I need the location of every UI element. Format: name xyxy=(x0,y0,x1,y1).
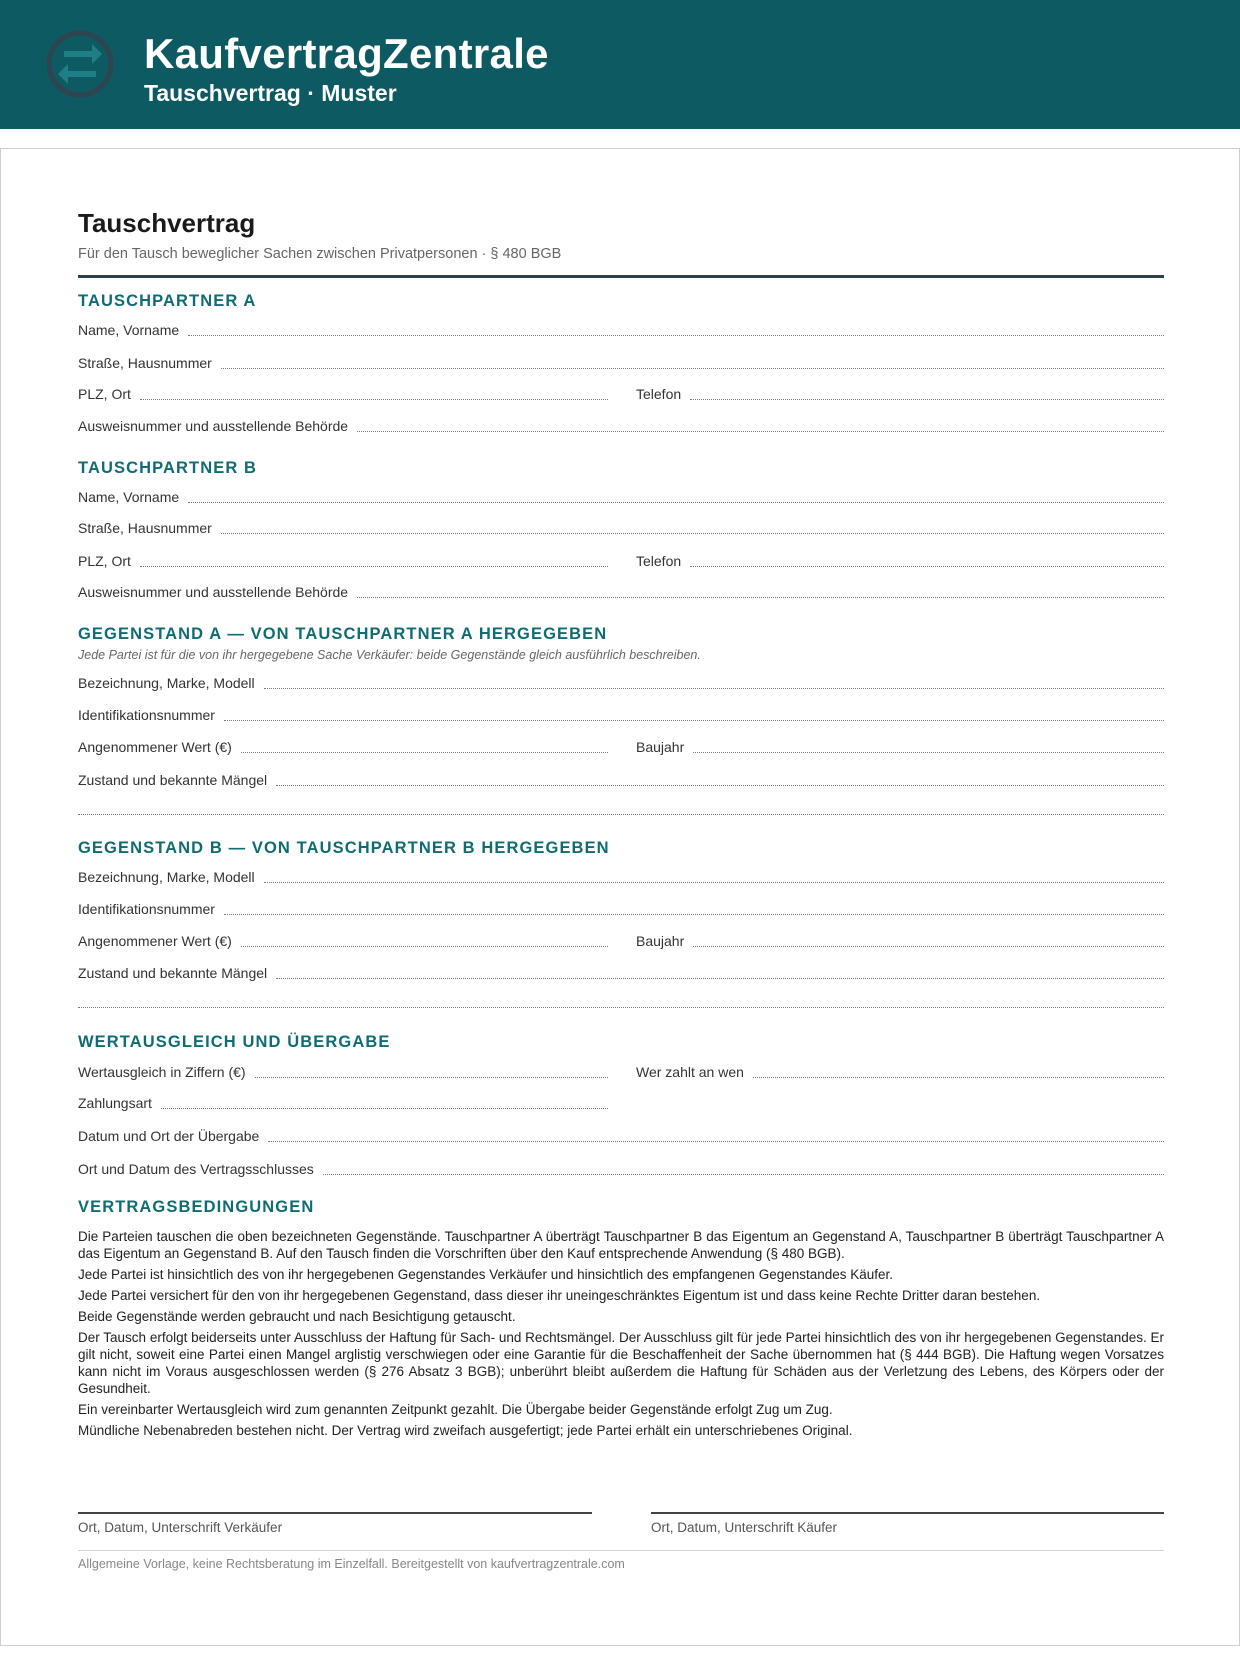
fill-line xyxy=(188,501,1164,503)
field-label: Bezeichnung, Marke, Modell xyxy=(78,869,255,885)
fill-line xyxy=(264,687,1164,689)
party-b-name-field[interactable] xyxy=(78,486,1164,506)
field-label: Straße, Hausnummer xyxy=(78,520,212,536)
field-label: Identifikationsnummer xyxy=(78,707,215,723)
fill-line xyxy=(690,398,1164,400)
compensation-payer-field[interactable] xyxy=(636,1061,1164,1081)
fill-line xyxy=(357,430,1164,432)
item-b-ident-field[interactable] xyxy=(78,898,1164,918)
item-b-value-field[interactable] xyxy=(78,930,608,950)
field-label: Zustand und bekannte Mängel xyxy=(78,772,268,788)
fill-line xyxy=(264,881,1164,883)
item-a-value-field[interactable] xyxy=(78,736,608,756)
field-label: Name, Vorname xyxy=(78,489,180,505)
section-heading-item-a: GEGENSTAND A — VON TAUSCHPARTNER A HERGEGEBEN xyxy=(78,625,608,643)
item-b-designation-field[interactable] xyxy=(78,866,1164,886)
section-heading-party-b: TAUSCHPARTNER B xyxy=(78,459,258,477)
section-heading-terms: VERTRAGSBEDINGUNGEN xyxy=(78,1198,315,1216)
terms-paragraph: Jede Partei versichert für den von ihr hergegebenen Gegenstand, dass dieser ihr uneingeschränktes Eigentum ist und dass keine Rechte Dritter daran bestehen. xyxy=(78,1288,1041,1303)
fill-line xyxy=(161,1107,608,1109)
conclusion-field[interactable] xyxy=(78,1158,1164,1178)
seller-signature-line[interactable] xyxy=(78,1512,592,1514)
terms-paragraph: Ein vereinbarter Wertausgleich wird zum genannten Zeitpunkt gezahlt. Die Übergabe beider Gegenstände erfolgt Zug um Zug. xyxy=(78,1402,833,1417)
party-a-id-field[interactable] xyxy=(78,415,1164,435)
party-b-street-field[interactable] xyxy=(78,517,1164,537)
field-label: Zustand und bekannte Mängel xyxy=(78,965,268,981)
item-b-condition-field[interactable] xyxy=(78,962,1164,982)
fill-line xyxy=(268,1140,1164,1142)
seller-signature-label: Ort, Datum, Unterschrift Verkäufer xyxy=(78,1520,283,1535)
field-label: Identifikationsnummer xyxy=(78,901,215,917)
payment-method-field[interactable] xyxy=(78,1092,608,1112)
terms-paragraph: Beide Gegenstände werden gebraucht und nach Besichtigung getauscht. xyxy=(78,1309,516,1324)
footer-divider xyxy=(78,1550,1164,1551)
fill-line xyxy=(188,334,1164,336)
party-a-street-field[interactable] xyxy=(78,352,1164,372)
title-divider xyxy=(78,275,1164,278)
field-label: Baujahr xyxy=(636,739,685,755)
party-b-phone-field[interactable] xyxy=(636,550,1164,570)
document-subtitle: Für den Tausch beweglicher Sachen zwischen Privatpersonen · § 480 BGB xyxy=(78,246,562,262)
field-label: Angenommener Wert (€) xyxy=(78,933,232,949)
fill-line xyxy=(224,913,1164,915)
party-a-name-field[interactable] xyxy=(78,319,1164,339)
field-label: Telefon xyxy=(636,386,682,402)
fill-line xyxy=(690,565,1164,567)
party-a-phone-field[interactable] xyxy=(636,383,1164,403)
field-label: Ausweisnummer und ausstellende Behörde xyxy=(78,418,349,434)
terms-body xyxy=(78,1228,1164,1443)
item-note: Jede Partei ist für die von ihr hergegebene Sache Verkäufer: beide Gegenstände gleich ausführlich beschreiben. xyxy=(78,648,701,662)
fill-line xyxy=(753,1076,1164,1078)
terms-paragraph: Mündliche Nebenabreden bestehen nicht. Der Vertrag wird zweifach ausgefertigt; jede Partei erhält ein unterschriebenes Original. xyxy=(78,1423,853,1438)
field-label: Ort und Datum des Vertragsschlusses xyxy=(78,1161,314,1177)
document-title: Tauschvertrag xyxy=(78,208,256,238)
fill-line xyxy=(693,751,1164,753)
item-a-condition-extra-line[interactable] xyxy=(78,814,1164,815)
brand-subtitle: Tauschvertrag · Muster xyxy=(144,80,397,106)
fill-line xyxy=(693,945,1164,947)
field-label: Name, Vorname xyxy=(78,322,180,338)
fill-line xyxy=(224,719,1164,721)
fill-line xyxy=(221,532,1164,534)
section-heading-compensation: WERTAUSGLEICH UND ÜBERGABE xyxy=(78,1033,391,1051)
fill-line xyxy=(255,1076,608,1078)
brand-name: KaufvertragZentrale xyxy=(144,30,549,77)
fill-line xyxy=(140,398,608,400)
item-a-year-field[interactable] xyxy=(636,736,1164,756)
party-b-city-field[interactable] xyxy=(78,550,608,570)
field-label: Straße, Hausnummer xyxy=(78,355,212,371)
buyer-signature-label: Ort, Datum, Unterschrift Käufer xyxy=(651,1520,838,1535)
handover-field[interactable] xyxy=(78,1125,1164,1145)
fill-line xyxy=(276,977,1164,979)
buyer-signature-line[interactable] xyxy=(651,1512,1164,1514)
fill-line xyxy=(241,945,608,947)
terms-paragraph: Die Parteien tauschen die oben bezeichneten Gegenstände. Tauschpartner A überträgt Tauschpartner B das Eigentum an Gegenstand A, Tauschpartner B überträgt Tauschpartner A das Eigentum an Gegenstand B. Auf den Tausch finden die Vorschriften über den Kauf entsprechende Anwendung (§ 480 BGB). xyxy=(78,1229,1164,1261)
fill-line xyxy=(323,1173,1164,1175)
field-label: Angenommener Wert (€) xyxy=(78,739,232,755)
item-b-condition-extra-line[interactable] xyxy=(78,1007,1164,1008)
field-label: Telefon xyxy=(636,553,682,569)
item-a-ident-field[interactable] xyxy=(78,704,1164,724)
site-header xyxy=(0,0,1240,129)
fill-line xyxy=(140,565,608,567)
item-a-condition-field[interactable] xyxy=(78,769,1164,789)
terms-paragraph: Der Tausch erfolgt beiderseits unter Ausschluss der Haftung für Sach- und Rechtsmängel. Der Ausschluss gilt für jede Partei hinsichtlich des von ihr hergegebenen Gegenstandes. Er gilt nicht, soweit eine Partei einen Mangel arglistig verschwiegen oder eine Garantie für die Beschaffenheit der Sache übernommen hat (§ 444 BGB). Die Haftung wegen Vorsatzes kann nicht im Voraus ausgeschlossen werden (§ 276 Absatz 3 BGB); unberührt bleibt außerdem die Haftung für Schäden aus der Verletzung des Lebens, des Körpers oder der Gesundheit. xyxy=(78,1330,1164,1396)
item-b-year-field[interactable] xyxy=(636,930,1164,950)
fill-line xyxy=(357,596,1164,598)
field-label: Baujahr xyxy=(636,933,685,949)
field-label: Datum und Ort der Übergabe xyxy=(78,1128,260,1144)
field-label: Ausweisnummer und ausstellende Behörde xyxy=(78,584,349,600)
party-b-id-field[interactable] xyxy=(78,581,1164,601)
compensation-amount-field[interactable] xyxy=(78,1061,608,1081)
field-label: Wer zahlt an wen xyxy=(636,1064,744,1080)
field-label: Zahlungsart xyxy=(78,1095,152,1111)
fill-line xyxy=(221,367,1164,369)
section-heading-item-b: GEGENSTAND B — VON TAUSCHPARTNER B HERGEGEBEN xyxy=(78,839,610,857)
footer-note: Allgemeine Vorlage, keine Rechtsberatung im Einzelfall. Bereitgestellt von kaufvertragzentrale.com xyxy=(78,1557,625,1571)
fill-line xyxy=(241,751,608,753)
field-label: PLZ, Ort xyxy=(78,553,131,569)
field-label: PLZ, Ort xyxy=(78,386,131,402)
party-a-city-field[interactable] xyxy=(78,383,608,403)
section-heading-party-a: TAUSCHPARTNER A xyxy=(78,292,257,310)
field-label: Bezeichnung, Marke, Modell xyxy=(78,675,255,691)
fill-line xyxy=(276,784,1164,786)
field-label: Wertausgleich in Ziffern (€) xyxy=(78,1064,246,1080)
exchange-arrows-icon xyxy=(44,28,116,100)
terms-paragraph: Jede Partei ist hinsichtlich des von ihr hergegebenen Gegenstandes Verkäufer und hinsichtlich des empfangenen Gegenstandes Käufer. xyxy=(78,1267,894,1282)
item-a-designation-field[interactable] xyxy=(78,672,1164,692)
